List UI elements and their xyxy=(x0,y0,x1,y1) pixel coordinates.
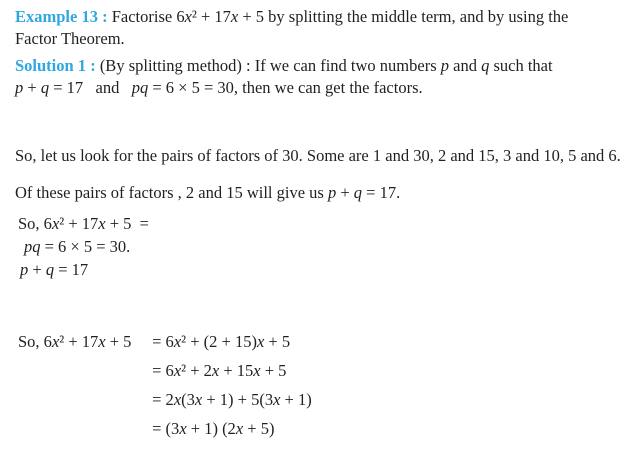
example-statement-line-2: Factor Theorem. xyxy=(15,29,125,48)
example-statement-line-1: Example 13 : Factorise 6x² + 17x + 5 by splitting the middle term, and by using the xyxy=(15,7,569,26)
solution-line-1: Solution 1 : (By splitting method) : If we can find two numbers p and q such that xyxy=(15,56,553,75)
summary-block xyxy=(18,212,149,281)
derivation-row-3 xyxy=(18,385,312,414)
derivation-step-3: = 2x(3x + 1) + 5(3x + 1) xyxy=(152,390,312,409)
summary-pq-line: pq = 6 × 5 = 30. xyxy=(24,237,131,256)
derivation-step-1: = 6x² + (2 + 15)x + 5 xyxy=(152,332,291,351)
summary-expression-line: So, 6x² + 17x + 5 = xyxy=(18,214,149,233)
derivation-block xyxy=(18,327,312,443)
derivation-row-4 xyxy=(18,414,312,443)
derivation-step-4: = (3x + 1) (2x + 5) xyxy=(152,419,275,438)
derivation-step-2: = 6x² + 2x + 15x + 5 xyxy=(152,361,287,380)
solution-line-2: p + q = 17 and pq = 6 × 5 = 30, then we can get the factors. xyxy=(15,78,423,97)
chosen-pair-line: Of these pairs of factors , 2 and 15 will give us p + q = 17. xyxy=(15,183,401,202)
solution-paragraph xyxy=(15,55,553,99)
derivation-lhs: So, 6x² + 17x + 5 xyxy=(18,332,132,351)
summary-p-plus-q-line: p + q = 17 xyxy=(20,260,89,279)
factor-pairs-paragraph xyxy=(15,145,621,167)
factor-pairs-line: So, let us look for the pairs of factors of 30. Some are 1 and 30, 2 and 15, 3 and 10, 5 and 6. xyxy=(15,146,621,165)
derivation-row-1 xyxy=(18,327,312,356)
example-paragraph xyxy=(15,6,568,50)
derivation-row-2 xyxy=(18,356,312,385)
chosen-pair-paragraph xyxy=(15,182,400,204)
